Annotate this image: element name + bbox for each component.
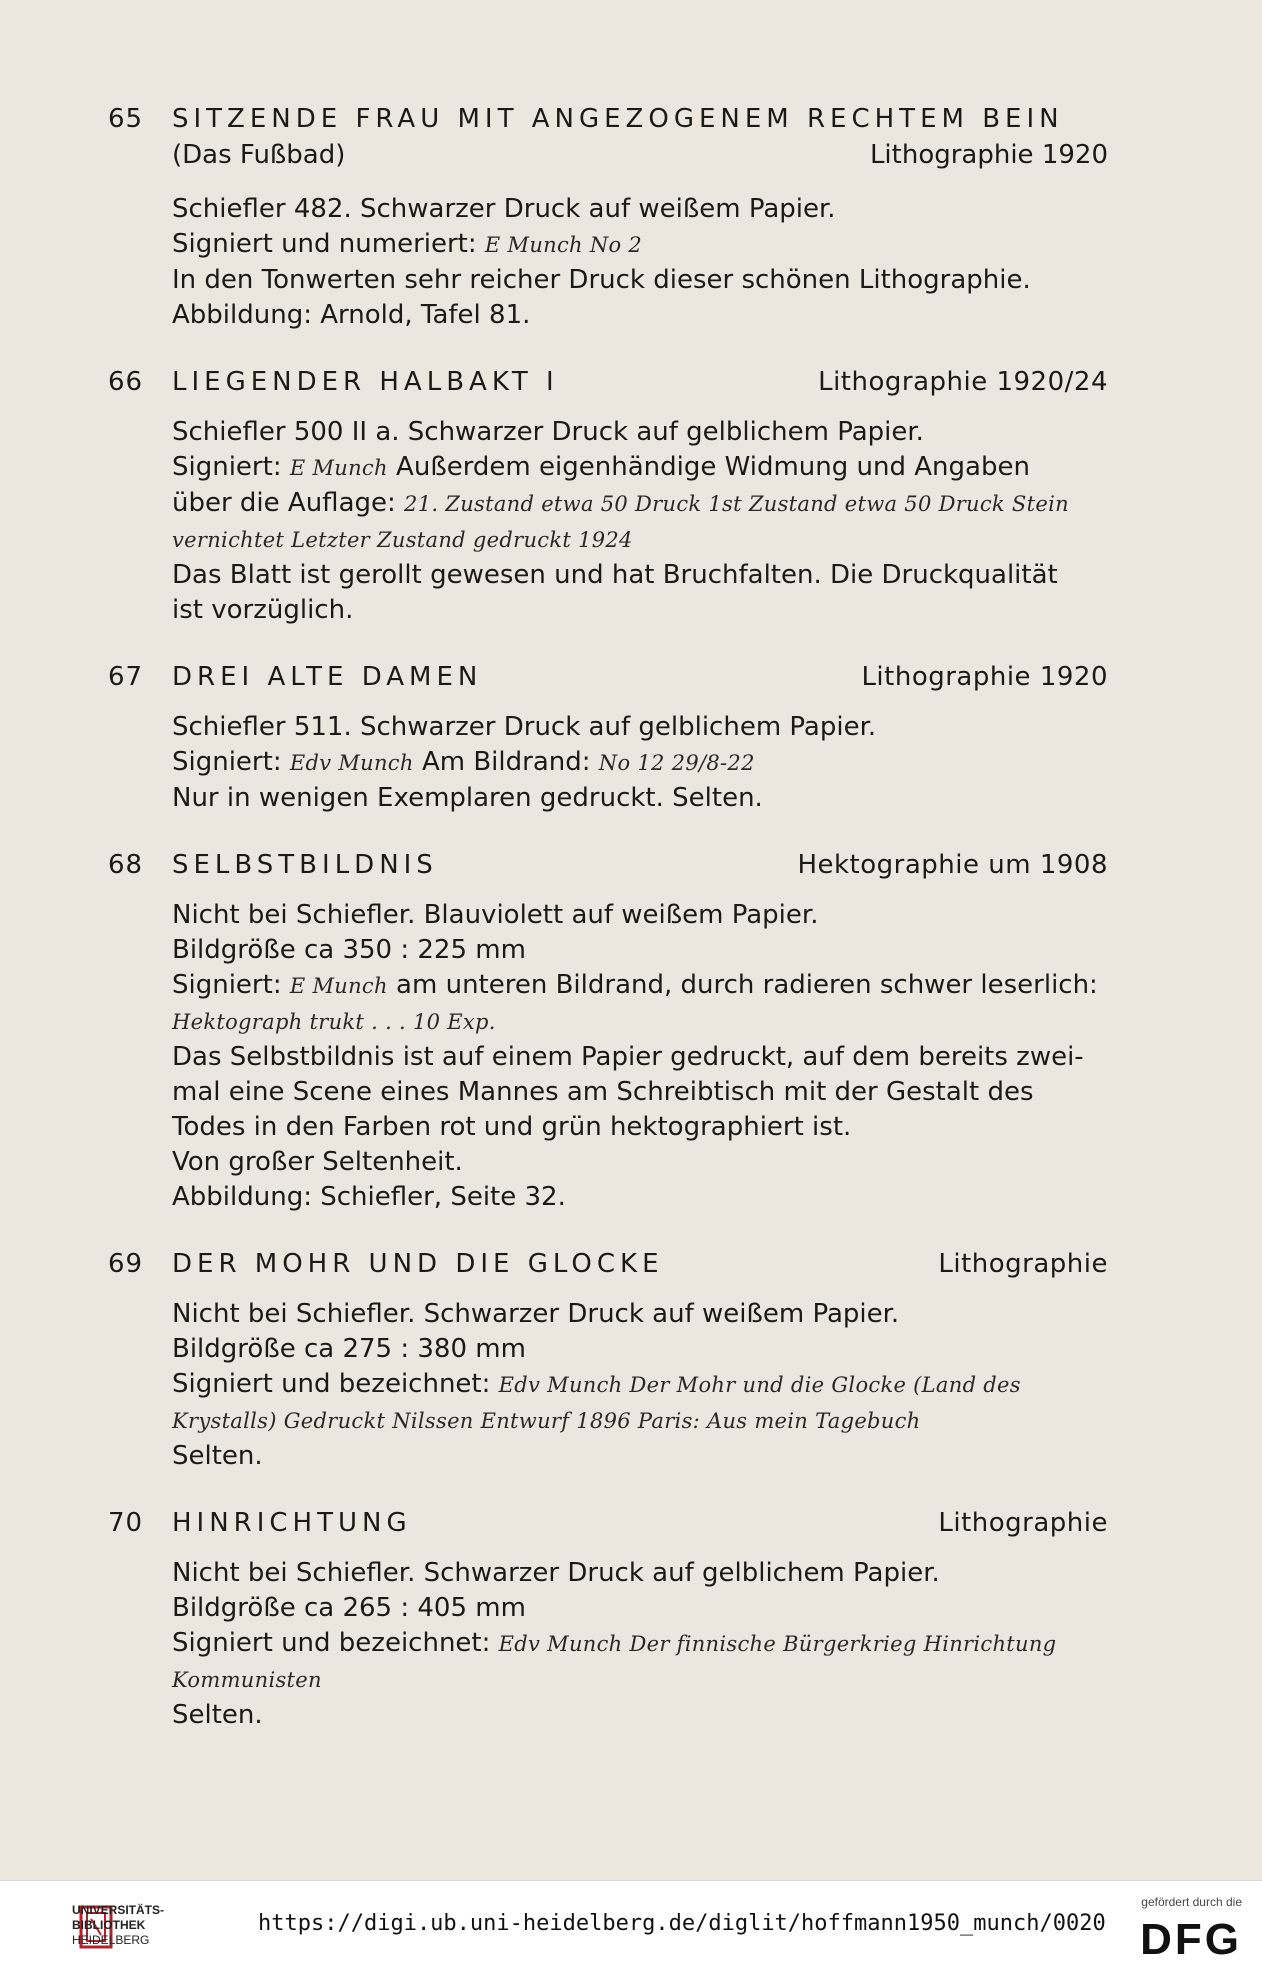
entry-number: 65 [108,104,144,134]
entry-number: 69 [108,1249,144,1279]
handwritten-inscription: E Munch [289,974,388,998]
entry-line [172,968,1108,1004]
entry-line [172,415,1108,450]
permalink-url[interactable]: https://digi.ub.uni-heidelberg.de/diglit/hoffmann1950_munch/0020 [258,1911,1106,1936]
entry-body [172,898,1108,1215]
entry-title: DREI ALTE DAMEN [172,662,483,692]
dfg-logo: DFG [1140,1915,1242,1964]
entry-header [108,363,1108,407]
entry-line [172,1556,1108,1591]
entry-line [172,263,1108,298]
entry-title: HINRICHTUNG [172,1508,412,1538]
handwritten-inscription: Krystalls) Gedruckt Nilssen Entwurf 1896 Paris: Aus mein Tagebuch [172,1409,921,1433]
handwritten-inscription: E Munch No 2 [484,233,643,257]
library-name-line: UNIVERSITÄTS- [72,1903,165,1917]
line-text: Abbildung: Schiefler, Seite 32. [172,1182,566,1212]
line-text: Bildgröße ca 350 : 225 mm [172,935,526,965]
entry-number: 70 [108,1508,144,1538]
line-text: Nicht bei Schiefler. Schwarzer Druck auf gelblichem Papier. [172,1558,940,1588]
entry-line [172,1403,1108,1439]
line-text: Bildgröße ca 265 : 405 mm [172,1593,526,1623]
entry-line [172,522,1108,558]
library-name-line: HEIDELBERG [72,1933,150,1947]
line-text: am unteren Bildrand, durch radieren schwer leserlich: [387,970,1098,1000]
entry-line [172,1004,1108,1040]
line-text: Am Bildrand: [413,747,599,777]
entry-body [172,1556,1108,1733]
entry-line [172,298,1108,333]
entry-body [172,710,1108,816]
entry-line [172,227,1108,263]
line-text: Bildgröße ca 275 : 380 mm [172,1334,526,1364]
line-text: Signiert und numeriert: [172,229,485,259]
entry-header [108,658,1108,702]
entry-line [172,1591,1108,1626]
funded-by-text: gefördert durch die [1141,1895,1242,1909]
entry-number: 66 [108,367,144,397]
catalog-entry-67 [108,658,1108,816]
entry-number: 67 [108,662,144,692]
entry-body [172,192,1108,333]
line-text: Das Blatt ist gerollt gewesen und hat Bruchfalten. Die Druckqualität [172,560,1058,590]
line-text: Schiefler 482. Schwarzer Druck auf weißem Papier. [172,194,836,224]
entry-line [172,933,1108,968]
line-text: Signiert und bezeichnet: [172,1628,499,1658]
library-name-line: BIBLIOTHEK [72,1918,146,1932]
entry-technique: Lithographie [938,1508,1108,1538]
line-text: Selten. [172,1700,263,1730]
catalog-entry-68 [108,846,1108,1215]
entry-line [172,1698,1108,1733]
entry-technique: Lithographie 1920/24 [818,367,1108,397]
entry-line [172,1367,1108,1403]
entry-line [172,1439,1108,1474]
line-text: Schiefler 500 II a. Schwarzer Druck auf gelblichem Papier. [172,417,924,447]
entry-technique: Lithographie 1920 [869,140,1108,170]
line-text: Nur in wenigen Exemplaren gedruckt. Selten. [172,783,763,813]
entry-line [172,781,1108,816]
entry-body [172,1297,1108,1474]
entry-technique: Lithographie 1920 [861,662,1108,692]
university-library-name [72,1903,164,1948]
line-text: Selten. [172,1441,263,1471]
line-text: Nicht bei Schiefler. Blauviolett auf weißem Papier. [172,900,819,930]
catalog-entry-66 [108,363,1108,628]
line-text: Nicht bei Schiefler. Schwarzer Druck auf weißem Papier. [172,1299,900,1329]
entry-line [172,745,1108,781]
line-text: Das Selbstbildnis ist auf einem Papier gedruckt, auf dem bereits zwei- [172,1042,1084,1072]
entry-line [172,1145,1108,1180]
handwritten-inscription: vernichtet Letzter Zustand gedruckt 1924 [172,528,633,552]
handwritten-inscription: Edv Munch Der finnische Bürgerkrieg Hinrichtung [498,1632,1057,1656]
handwritten-inscription: 21. Zustand etwa 50 Druck 1st Zustand etwa 50 Druck Stein [404,492,1069,516]
entry-technique: Hektographie um 1908 [797,850,1108,880]
catalog-entry-65 [108,100,1108,333]
handwritten-inscription: Kommunisten [172,1668,322,1692]
entry-line [172,486,1108,522]
line-text: Todes in den Farben rot und grün hektographiert ist. [172,1112,852,1142]
line-text: Signiert und bezeichnet: [172,1369,499,1399]
line-text: ist vorzüglich. [172,595,354,625]
entry-title: DER MOHR UND DIE GLOCKE [172,1249,664,1279]
line-text: Signiert: [172,452,290,482]
entry-line [172,593,1108,628]
entry-line [172,450,1108,486]
entry-title: SITZENDE FRAU MIT ANGEZOGENEM RECHTEM BEIN [172,104,1064,134]
entry-line [172,710,1108,745]
line-text: mal eine Scene eines Mannes am Schreibtisch mit der Gestalt des [172,1077,1034,1107]
handwritten-inscription: Edv Munch [289,751,414,775]
entry-line [172,1110,1108,1145]
entry-body [172,415,1108,628]
entry-line [172,1075,1108,1110]
catalog-content [108,100,1108,1763]
viewer-footer [0,1880,1262,1971]
entry-line [172,898,1108,933]
entry-title: LIEGENDER HALBAKT I [172,367,559,397]
entry-line [172,1332,1108,1367]
entry-header [108,846,1108,890]
line-text: Signiert: [172,747,290,777]
catalog-entry-70 [108,1504,1108,1733]
entry-title: SELBSTBILDNIS [172,850,438,880]
line-text: Abbildung: Arnold, Tafel 81. [172,300,531,330]
handwritten-inscription: Hektograph trukt . . . 10 Exp. [172,1010,496,1034]
handwritten-inscription: No 12 29/8-22 [598,751,755,775]
entry-header [108,1245,1108,1289]
line-text: Von großer Seltenheit. [172,1147,463,1177]
entry-line [172,1297,1108,1332]
entry-subrow [108,140,1108,184]
entry-subtitle: (Das Fußbad) [172,140,346,170]
entry-line [172,1662,1108,1698]
handwritten-inscription: Edv Munch Der Mohr und die Glocke (Land des [498,1373,1021,1397]
entry-technique: Lithographie [938,1249,1108,1279]
entry-line [172,1626,1108,1662]
entry-number: 68 [108,850,144,880]
entry-header [108,1504,1108,1548]
line-text: Signiert: [172,970,290,1000]
line-text: über die Auflage: [172,488,405,518]
entry-line [172,558,1108,593]
entry-line [172,1040,1108,1075]
entry-line [172,1180,1108,1215]
line-text: Schiefler 511. Schwarzer Druck auf gelblichem Papier. [172,712,877,742]
handwritten-inscription: E Munch [289,456,388,480]
entry-line [172,192,1108,227]
line-text: Außerdem eigenhändige Widmung und Angaben [387,452,1030,482]
entry-header [108,100,1108,144]
catalog-entry-69 [108,1245,1108,1474]
line-text: In den Tonwerten sehr reicher Druck dieser schönen Lithographie. [172,265,1031,295]
